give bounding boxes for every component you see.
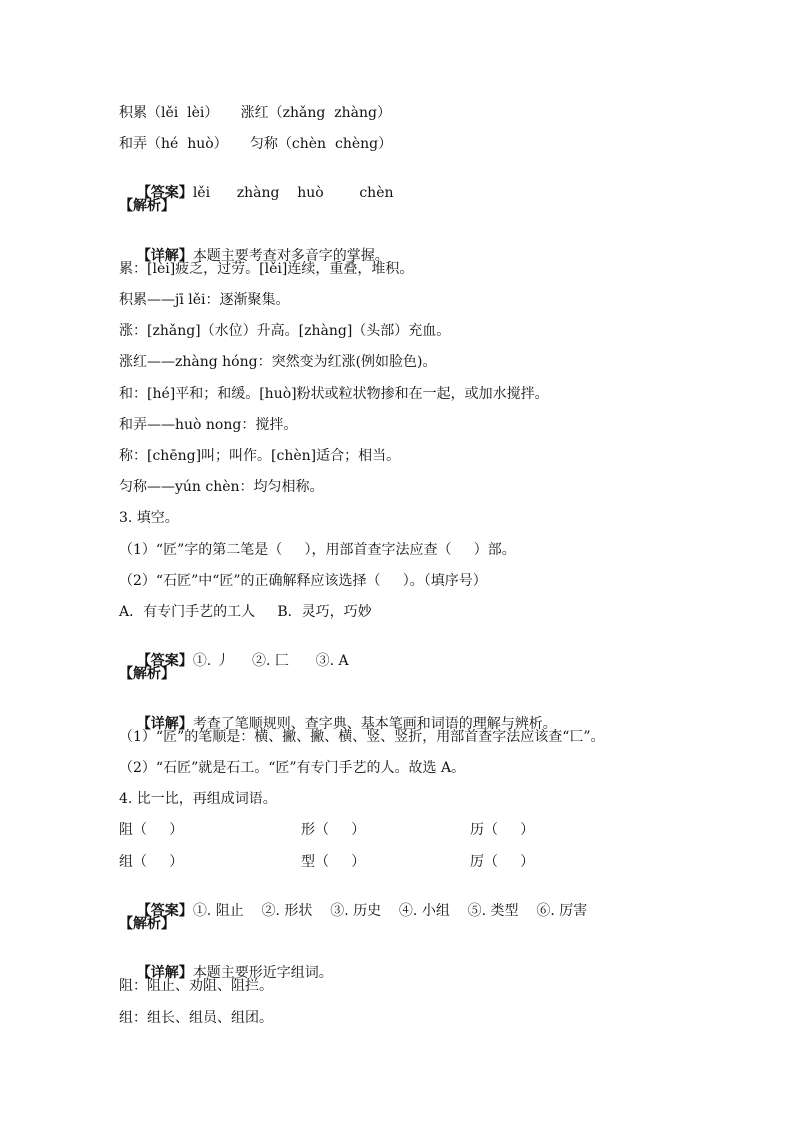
pinyin-question-line-2: 和弄（hé huò） 匀称（chèn chèng） <box>119 136 393 152</box>
question-3-part-2: （2）“石匠”中“匠”的正确解释应该选择（ ）。（填序号） <box>119 573 487 589</box>
analysis-label-q4: 【解析】 <box>119 916 175 932</box>
word-blank-2: 形（ ） <box>301 822 366 838</box>
word-blank-4: 组（ ） <box>119 854 184 870</box>
question-4-title: 4. 比一比，再组成词语。 <box>119 791 277 807</box>
explanation-line: 组：组长、组员、组团。 <box>119 1010 273 1026</box>
explanation-line: 阻：阻止、劝阻、阻拦。 <box>119 978 273 994</box>
explanation-line: 和：[hé]平和；和缓。[huò]粉状或粒状物掺和在一起，或加水搅拌。 <box>119 386 549 402</box>
analysis-label-q2: 【解析】 <box>119 198 175 214</box>
answer-label: 【答案】 <box>136 653 193 669</box>
word-blank-6: 厉（ ） <box>470 854 535 870</box>
explanation-line: （2）“石匠”就是石工。“匠”有专门手艺的人。故选 A。 <box>119 760 466 776</box>
explanation-line: 累：[lèi]疲乏，过劳。[lěi]连续，重叠，堆积。 <box>119 261 414 277</box>
explanation-line: 匀称——yún chèn：均匀相称。 <box>119 479 324 495</box>
answer-text: lěi zhàng huò chèn <box>192 185 394 201</box>
word-blank-1: 阻（ ） <box>119 822 184 838</box>
word-blank-3: 历（ ） <box>470 822 535 838</box>
answer-label: 【答案】 <box>136 185 193 201</box>
explanation-line: （1）“匠”的笔顺是：横、撇、撇、横、竖、竖折，用部首查字法应该查“匸”。 <box>119 729 605 745</box>
answer-text: ①. 阻止 ②. 形状 ③. 历史 ④. 小组 ⑤. 类型 ⑥. 厉害 <box>192 903 588 919</box>
analysis-label-q3: 【解析】 <box>119 666 175 682</box>
detail-label: 【详解】 <box>136 965 193 981</box>
question-3-options: A．有专门手艺的工人 B．灵巧，巧妙 <box>119 604 372 620</box>
pinyin-question-line-1: 积累（lěi lèi） 涨红（zhǎng zhàng） <box>119 105 391 121</box>
detail-text: 考查了笔顺规则、查字典、基本笔画和词语的理解与辨析。 <box>192 716 557 732</box>
detail-label: 【详解】 <box>136 716 193 732</box>
detail-label: 【详解】 <box>136 248 193 264</box>
question-3-title: 3. 填空。 <box>119 510 179 526</box>
explanation-line: 称：[chēng]叫；叫作。[chèn]适合；相当。 <box>119 448 401 464</box>
answer-label: 【答案】 <box>136 903 193 919</box>
detail-text: 本题主要形近字组词。 <box>192 965 333 981</box>
explanation-line: 积累——jī lěi：逐渐聚集。 <box>119 292 290 308</box>
word-blank-5: 型（ ） <box>301 854 366 870</box>
explanation-line: 和弄——huò nong：搅拌。 <box>119 417 298 433</box>
answer-text: ①. 丿 ②. 匚 ③. A <box>192 653 349 669</box>
detail-text: 本题主要考查对多音字的掌握。 <box>192 248 389 264</box>
answer-line-q4 <box>119 884 587 938</box>
explanation-line: 涨：[zhǎng]（水位）升高。[zhàng]（头部）充血。 <box>119 323 451 339</box>
explanation-line: 涨红——zhàng hóng：突然变为红涨(例如脸色)。 <box>119 354 437 370</box>
question-3-part-1: （1）“匠”字的第二笔是（ ），用部首查字法应查（ ）部。 <box>119 542 516 558</box>
